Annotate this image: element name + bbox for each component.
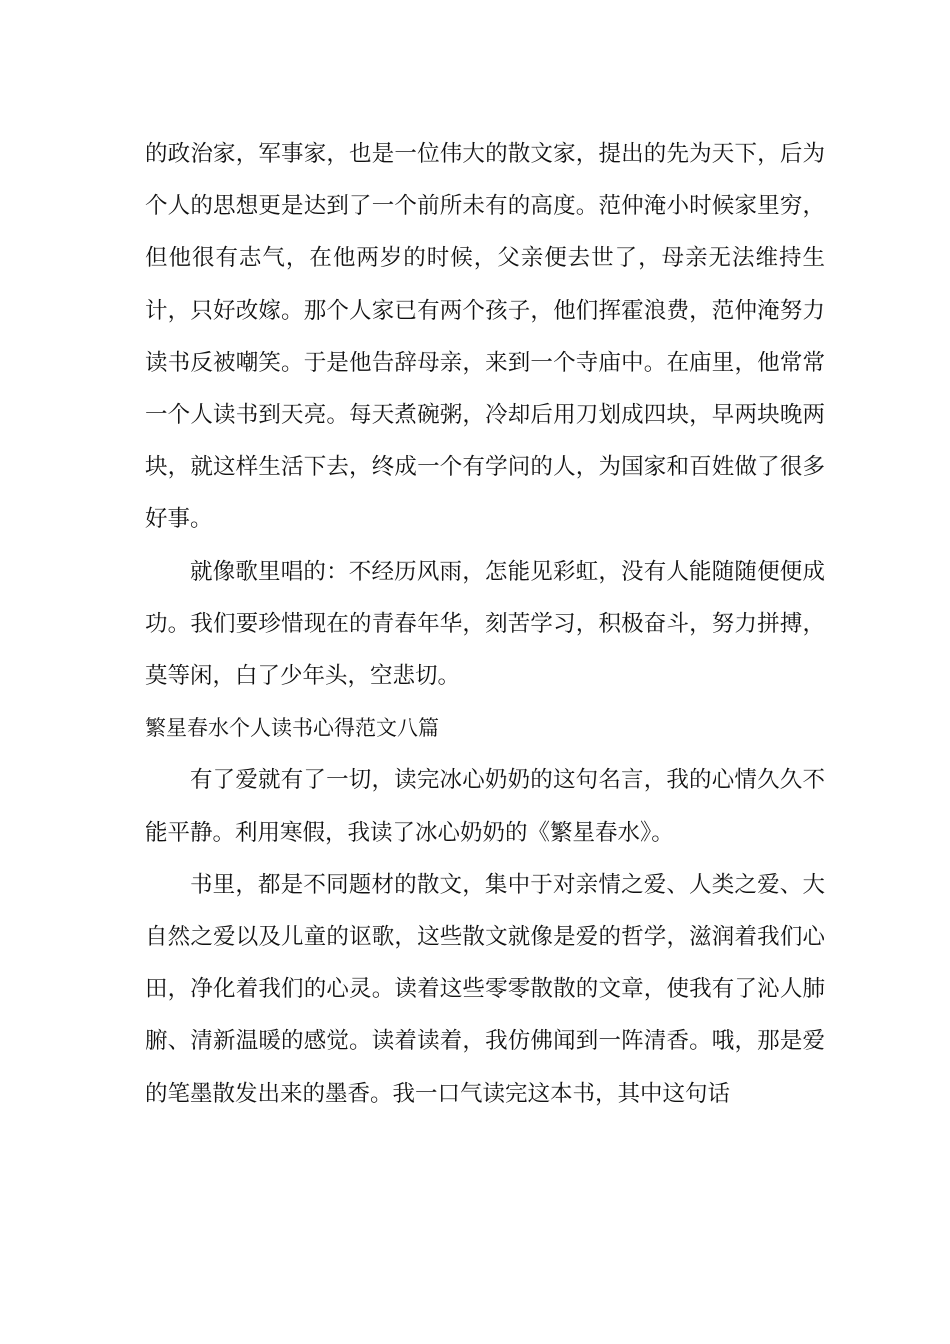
paragraph-song-quote: 就像歌里唱的：不经历风雨，怎能见彩虹，没有人能随随便便成功。我们要珍惜现在的青春年华，刻苦学习，积极奋斗，努力拼搏，莫等闲，白了少年头，空悲切。	[145, 558, 825, 690]
paragraph-fan-zhongyan: 的政治家，军事家，也是一位伟大的散文家，提出的先为天下，后为个人的思想更是达到了一个前所未有的高度。范仲淹小时候家里穷，但他很有志气，在他两岁的时候，父亲便去世了，母亲无法维持生计，只好改嫁。那个人家已有两个孩子，他们挥霍浪费，范仲淹努力读书反被嘲笑。于是他告辞母亲，来到一个寺庙中。在庙里，他常常一个人读书到天亮。每天煮碗粥，冷却后用刀划成四块，早两块晚两块，就这样生活下去，终成一个有学问的人，为国家和百姓做了很多好事。	[145, 141, 825, 533]
paragraph-bingxin-quote: 有了爱就有了一切，读完冰心奶奶的这句名言，我的心情久久不能平静。利用寒假，我读了冰心奶奶的《繁星春水》。	[145, 767, 825, 846]
paragraph-book-content: 书里，都是不同题材的散文，集中于对亲情之爱、人类之爱、大自然之爱以及儿童的讴歌，这些散文就像是爱的哲学，滋润着我们心田，净化着我们的心灵。读着这些零零散散的文章，使我有了沁人肺腑、清新温暖的感觉。读着读着，我仿佛闻到一阵清香。哦，那是爱的笔墨散发出来的墨香。我一口气读完这本书，其中这句话	[145, 871, 825, 1107]
document-body	[145, 128, 825, 1120]
section-heading: 繁星春水个人读书心得范文八篇	[145, 716, 439, 741]
